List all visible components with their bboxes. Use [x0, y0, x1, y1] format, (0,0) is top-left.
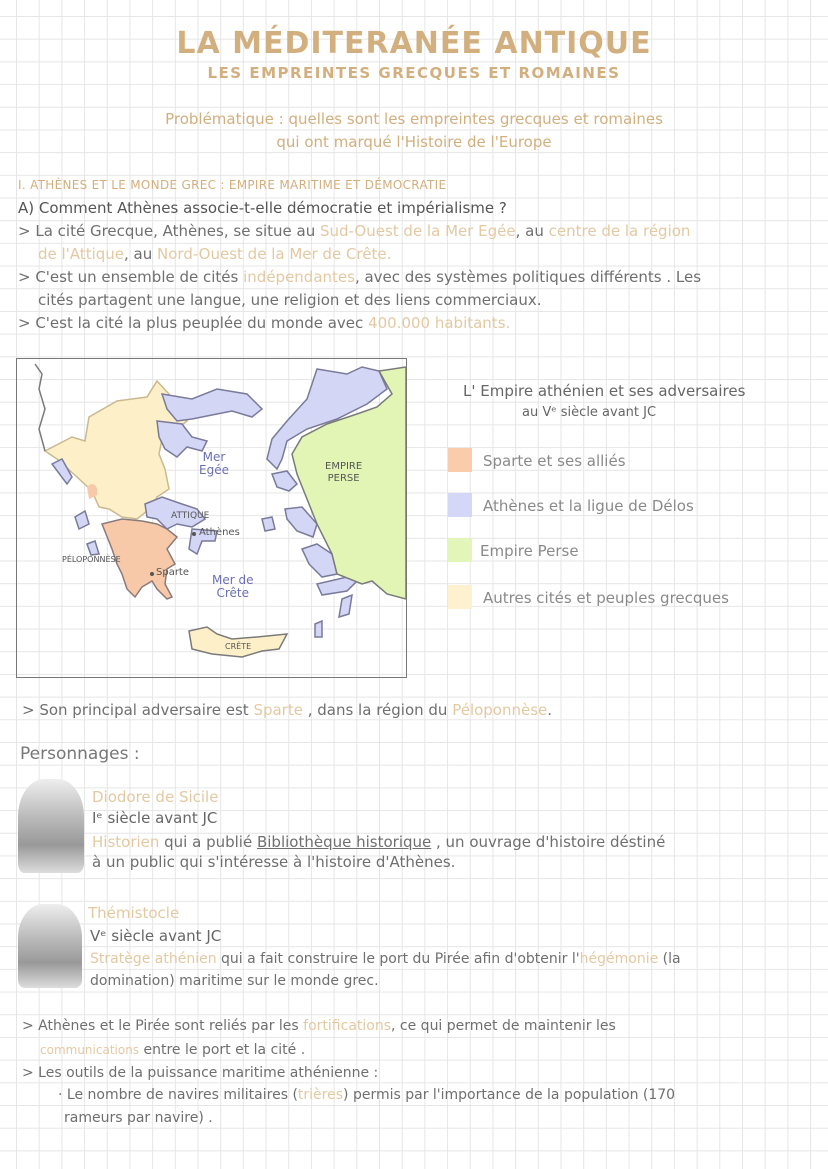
bullet-location-line2 [38, 245, 391, 263]
legend-label-perse: Empire Perse [480, 542, 579, 560]
text: ) permis par l'importance de la population (170 [343, 1087, 676, 1103]
label-crete: CRÊTE [225, 642, 252, 651]
label-text: PERSE [327, 473, 360, 484]
bullet-outils: > Les outils de la puissance maritime athénienne : [22, 1065, 379, 1081]
text: . [547, 701, 553, 719]
text: > C'est un ensemble de cités [18, 268, 244, 286]
highlight: Sud-Ouest de la Mer Egée [320, 222, 516, 240]
bullet-adversaire [22, 701, 552, 719]
highlight: 400.000 habitants. [368, 314, 511, 332]
highlight: de l'Attique [38, 245, 124, 263]
label-text: Egée [199, 463, 229, 477]
personnage-period: Vᵉ siècle avant JC [90, 927, 222, 945]
bullet-fortifications-line2 [40, 1042, 305, 1058]
label-text: Mer de [212, 573, 254, 587]
label-mer-egee [199, 451, 229, 477]
book-title: Bibliothèque historique [256, 833, 432, 851]
page-subtitle: LES EMPREINTES GRECQUES ET ROMAINES [207, 64, 621, 82]
legend-title-line1: L' Empire athénien et ses adversaires [463, 382, 746, 400]
personnage-name: Thémistocle [88, 904, 180, 922]
legend-label-sparte: Sparte et ses alliés [483, 452, 626, 470]
bullet-location-line1 [18, 222, 690, 240]
bullet-fortifications-line1 [22, 1018, 616, 1034]
label-empire-perse [325, 461, 362, 485]
label-text: Mer [202, 450, 226, 464]
section-heading: I. ATHÈNES ET LE MONDE GREC : EMPIRE MARITIME ET DÉMOCRATIE [18, 178, 447, 192]
personnage-desc-line2: à un public qui s'intéresse à l'histoire d'Athènes. [92, 853, 456, 871]
bullet-navires-line2: rameurs par navire) . [64, 1110, 213, 1126]
text: (la [658, 951, 681, 967]
bullet-population [18, 314, 510, 332]
text: , un ouvrage d'histoire déstiné [431, 833, 666, 851]
map-svg [17, 359, 406, 677]
personnage-name: Diodore de Sicile [92, 788, 219, 806]
map-greece [16, 358, 407, 678]
label-mer-crete [212, 574, 253, 600]
legend-swatch-autres [448, 585, 472, 609]
text: · Le nombre de navires militaires ( [58, 1087, 298, 1103]
highlight: hégémonie [579, 951, 659, 967]
page-title: LA MÉDITERANÉE ANTIQUE [176, 26, 652, 61]
text: > C'est la cité la plus peuplée du monde avec [18, 314, 369, 332]
bullet-cites-line1 [18, 268, 701, 286]
personnage-desc-line1 [90, 951, 681, 967]
text: > Athènes et le Pirée sont reliés par les [22, 1018, 304, 1034]
highlight: Nord-Ouest de la Mer de Crête. [157, 245, 392, 263]
highlight: Péloponnèse [452, 701, 548, 719]
text: , avec des systèmes politiques différents . Les [354, 268, 702, 286]
highlight: fortifications [303, 1018, 392, 1034]
label-peloponnese: PÉLOPONNÈSE [62, 555, 121, 564]
personnage-desc-line2: domination) maritime sur le monde grec. [90, 973, 379, 989]
text: qui a fait construire le port du Pirée afin d'obtenir l' [216, 951, 580, 967]
legend-swatch-sparte [448, 448, 472, 472]
personnage-period: Iᵉ siècle avant JC [92, 809, 218, 827]
legend-label-autres: Autres cités et peuples grecques [483, 589, 729, 607]
highlight: indépendantes [243, 268, 355, 286]
label-text: Crête [216, 586, 249, 600]
highlight: centre de la région [548, 222, 691, 240]
text: , dans la région du [302, 701, 453, 719]
label-athenes: Athènes [199, 527, 240, 538]
problematique-line1: Problématique : quelles sont les empreintes grecques et romaines [165, 110, 663, 128]
label-text: EMPIRE [325, 461, 363, 472]
legend-swatch-athenes [448, 493, 472, 517]
text: , ce qui permet de maintenir les [391, 1018, 616, 1034]
legend-label-athenes: Athènes et la ligue de Délos [483, 497, 694, 515]
text: entre le port et la cité . [139, 1042, 306, 1058]
portrait-themistocle [18, 904, 82, 988]
highlight: Stratège athénien [90, 951, 217, 967]
personnages-heading: Personnages : [20, 744, 140, 764]
portrait-diodore [18, 779, 84, 873]
label-sparte: Sparte [156, 567, 190, 578]
highlight: communications [40, 1043, 140, 1057]
problematique-line2: qui ont marqué l'Histoire de l'Europe [276, 133, 552, 151]
bullet-cites-line2: cités partagent une langue, une religion et des liens commerciaux. [38, 291, 542, 309]
text: > La cité Grecque, Athènes, se situe au [18, 222, 321, 240]
text: > Son principal adversaire est [22, 701, 254, 719]
bullet-navires-line1 [58, 1087, 675, 1103]
highlight: Historien [92, 833, 160, 851]
legend-title-line2: au Vᵉ siècle avant JC [522, 405, 657, 420]
highlight: Sparte [253, 701, 303, 719]
legend-swatch-perse [448, 538, 472, 562]
label-attique: ATTIQUE [171, 511, 210, 521]
text: qui a publié [159, 833, 257, 851]
text: , au [124, 245, 158, 263]
section-question: A) Comment Athènes associe-t-elle démocratie et impérialisme ? [18, 199, 507, 217]
personnage-desc-line1 [92, 833, 665, 851]
text: , au [515, 222, 549, 240]
highlight: trières [297, 1087, 344, 1103]
